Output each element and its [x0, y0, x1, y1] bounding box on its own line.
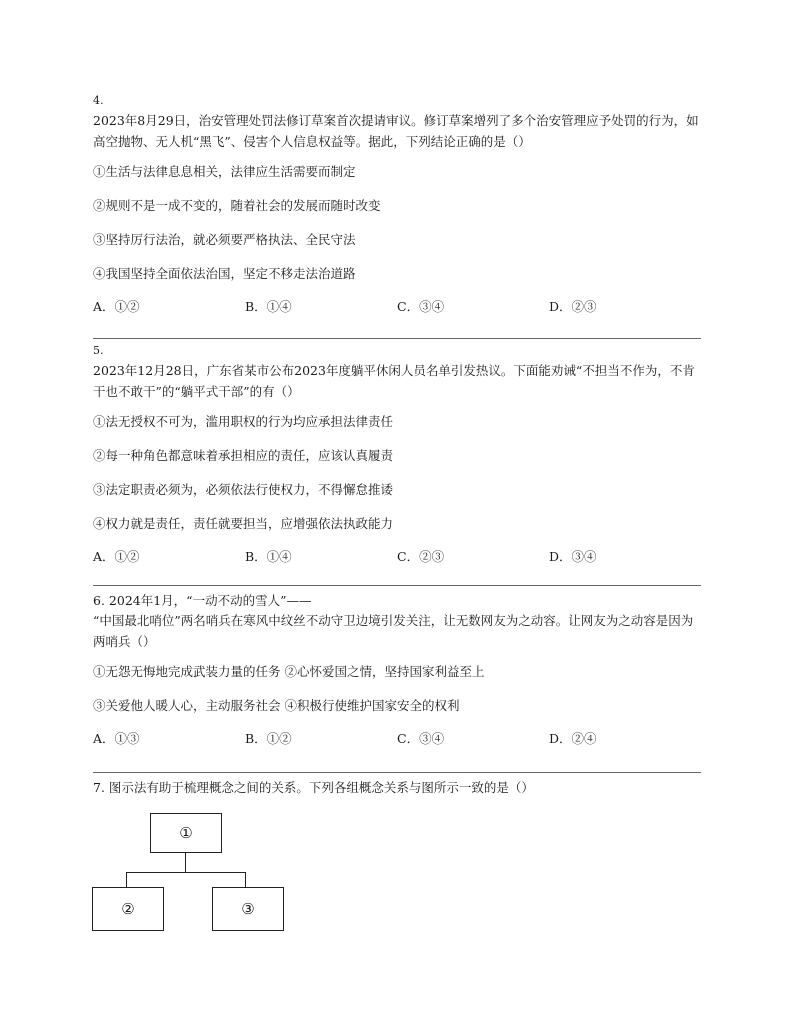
divider [93, 338, 701, 339]
question-stem: 2023年8月29日，治安管理处罚法修订草案首次提请审议。修订草案增列了多个治安管理应予处罚的行为，如高空抛物、无人机“黑飞”、侵害个人信息权益等。据此，下列结论正确的是（） [93, 113, 699, 149]
statement-row-2: ③关爱他人暖人心，主动服务社会 ④积极行使维护国家安全的权利 [93, 698, 460, 713]
choice-d[interactable]: D．②③ [549, 299, 597, 314]
question-stem: “中国最北哨位”两名哨兵在寒风中纹丝不动守卫边境引发关注，让无数网友为之动容。让网友为之动容是因为两哨兵（） [93, 613, 694, 649]
question-stem: 2023年12月28日，广东省某市公布2023年度躺平休闲人员名单引发热议。下面能劝诫“不担当不作为，不肯干也不敢干”的“躺平式干部”的有（） [93, 363, 695, 399]
connector-vertical [185, 852, 186, 872]
diagram-box-right: ③ [212, 887, 284, 931]
choice-c[interactable]: C．③④ [397, 299, 445, 314]
answer-choices [93, 731, 701, 747]
divider [93, 772, 701, 773]
statement-1: ①法无授权不可为，滥用职权的行为均应承担法律责任 [93, 414, 394, 429]
choice-b[interactable]: B．①② [245, 731, 292, 746]
answer-choices [93, 549, 701, 565]
question-4 [93, 95, 701, 315]
connector-horizontal [126, 872, 246, 873]
diagram-box-left: ② [92, 887, 164, 931]
question-stem: 7. 图示法有助于梳理概念之间的关系。下列各组概念关系与图所示一致的是（） [93, 780, 534, 795]
choice-a[interactable]: A．①② [93, 549, 140, 564]
question-stem-line-1 [93, 592, 701, 610]
divider [93, 585, 701, 586]
statement-2: ②每一种角色都意味着承担相应的责任，应该认真履责 [93, 448, 394, 463]
question-stem-start: 2024年1月，“一动不动的雪人”—— [108, 593, 312, 608]
statement-4: ④权力就是责任，责任就要担当，应增强依法执政能力 [93, 516, 394, 531]
choice-a[interactable]: A．①③ [93, 731, 140, 746]
choice-d[interactable]: D．③④ [549, 549, 597, 564]
choice-b[interactable]: B．①④ [245, 299, 292, 314]
statement-2: ②规则不是一成不变的，随着社会的发展而随时改变 [93, 198, 381, 213]
statement-4: ④我国坚持全面依法治国，坚定不移走法治道路 [93, 266, 356, 281]
statement-3: ③坚持厉行法治，就必须要严格执法、全民守法 [93, 232, 356, 247]
statement-row-1: ①无怨无悔地完成武装力量的任务 ②心怀爱国之情，坚持国家利益至上 [93, 664, 485, 679]
question-6 [93, 592, 701, 747]
question-number: 6. [93, 593, 105, 608]
question-7 [93, 779, 701, 797]
choice-d[interactable]: D．②④ [549, 731, 597, 746]
answer-choices [93, 299, 701, 315]
statement-1: ①生活与法律息息相关，法律应生活需要而制定 [93, 164, 356, 179]
question-5 [93, 345, 701, 565]
diagram-box-top: ① [150, 813, 222, 853]
statement-3: ③法定职责必须为，必须依法行使权力，不得懈怠推诿 [93, 482, 394, 497]
question-number: 4. [93, 94, 104, 107]
choice-b[interactable]: B．①④ [245, 549, 292, 564]
choice-a[interactable]: A．①② [93, 299, 140, 314]
question-number: 5. [93, 344, 104, 357]
connector-right-drop [245, 872, 246, 887]
choice-c[interactable]: C．②③ [397, 549, 445, 564]
connector-left-drop [126, 872, 127, 887]
choice-c[interactable]: C．③④ [397, 731, 445, 746]
